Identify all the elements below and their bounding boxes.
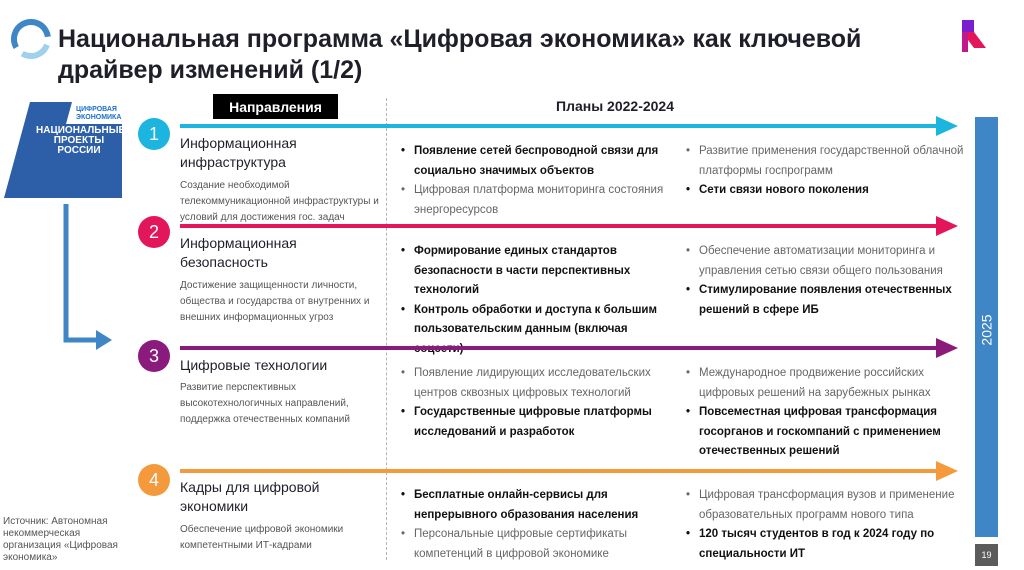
list-item: • Международное продвижение российских цифровых решений на зарубежных рынках	[685, 364, 970, 403]
row-4-number: 4	[138, 464, 170, 496]
row-4-plans-a	[400, 486, 675, 564]
list-item: • Появление лидирующих исследовательских центров сквозных цифровых технологий	[400, 364, 675, 403]
brand-logo-icon	[958, 18, 990, 54]
row-1-desc: Создание необходимой телекоммуникационной инфраструктуры и условий для достижения гос. задач	[180, 180, 379, 223]
year-label	[975, 310, 998, 350]
year-text: 2025	[978, 314, 995, 346]
row-2-number: 2	[138, 216, 170, 248]
list-item: • Формирование единых стандартов безопасности в части перспективных технологий	[400, 242, 675, 301]
digital-economy-logo-icon	[10, 18, 52, 60]
row-3-number: 3	[138, 340, 170, 372]
list-item: • Контроль обработки и доступа к большим пользовательским данным (включая	[400, 301, 675, 360]
list-item: • Бесплатные онлайн-сервисы для непрерывного образования населения	[400, 486, 675, 525]
row-2-plans-a	[400, 242, 675, 359]
list-item: • Государственные цифровые платформы исследований и разработок	[400, 403, 675, 442]
row-3-arrow	[180, 346, 940, 350]
row-2-desc: Достижение защищенности личности, общества и государства от внутренних и внешних информационных угроз	[180, 280, 370, 323]
row-4-arrow	[180, 469, 940, 473]
row-4-plans-b	[685, 486, 970, 564]
row-3-arrowhead-icon	[936, 338, 958, 358]
row-1-plans-b	[685, 142, 970, 201]
row-3-plans-b	[685, 364, 970, 462]
list-item: • 120 тысяч студентов в год к 2024 году по специальности ИТ	[685, 525, 970, 564]
row-4-desc: Обеспечение цифровой экономики компетентными ИТ-кадрами	[180, 524, 344, 551]
badge-main-text: НАЦИОНАЛЬНЫЕ ПРОЕКТЫ РОССИИ	[36, 125, 126, 156]
row-1-plans-a	[400, 142, 675, 220]
row-3-desc: Развитие перспективных высокотехнологичных направлений, поддержка отечественных компаний	[180, 382, 350, 425]
row-1-arrowhead-icon	[936, 116, 958, 136]
row-2-arrow	[180, 224, 940, 228]
row-1-number: 1	[138, 118, 170, 150]
directions-header: Направления	[213, 94, 338, 119]
row-1-title: Информационная инфраструктура	[180, 135, 297, 170]
row-3-title: Цифровые технологии	[180, 357, 328, 373]
column-divider	[386, 98, 387, 560]
list-item: • Стимулирование появления отечественных решений в сфере ИБ	[685, 281, 970, 320]
list-item: • Цифровая платформа мониторинга состояния энергоресурсов	[400, 181, 675, 220]
row-4-title: Кадры для цифровой экономики	[180, 479, 320, 514]
list-item: • Цифровая трансформация вузов и применение образовательных программ нового типа	[685, 486, 970, 525]
badge-top-text: ЦИФРОВАЯ ЭКОНОМИКА	[76, 106, 122, 121]
row-3-plans-a	[400, 364, 675, 442]
bracket-arrow-icon	[60, 202, 115, 352]
list-item: • Развитие применения государственной облачной платформы госпрограмм	[685, 142, 970, 181]
list-item: • Обеспечение автоматизации мониторинга и управления сетью связи общего пользования	[685, 242, 970, 281]
page-number: 19	[975, 544, 998, 566]
page-title: Национальная программа «Цифровая экономика» как ключевой драйвер изменений (1/2)	[58, 25, 862, 84]
row-1-arrow	[180, 124, 940, 128]
row-2-arrowhead-icon	[936, 216, 958, 236]
row-4-arrowhead-icon	[936, 461, 958, 481]
list-item: • Персональные цифровые сертификаты компетенций в цифровой экономике	[400, 525, 675, 564]
list-item: • Повсеместная цифровая трансформация госорганов и госкомпаний с применением отечественных решений	[685, 403, 970, 462]
row-2-plans-b	[685, 242, 970, 320]
row-2-title: Информационная безопасность	[180, 235, 297, 270]
plans-header: Планы 2022-2024	[556, 98, 674, 114]
list-item: • Сети связи нового поколения	[685, 181, 970, 201]
list-item: • Появление сетей беспроводной связи для социально значимых объектов	[400, 142, 675, 181]
source-note: Источник: Автономная некоммерческая организация «Цифровая экономика»	[3, 516, 118, 563]
